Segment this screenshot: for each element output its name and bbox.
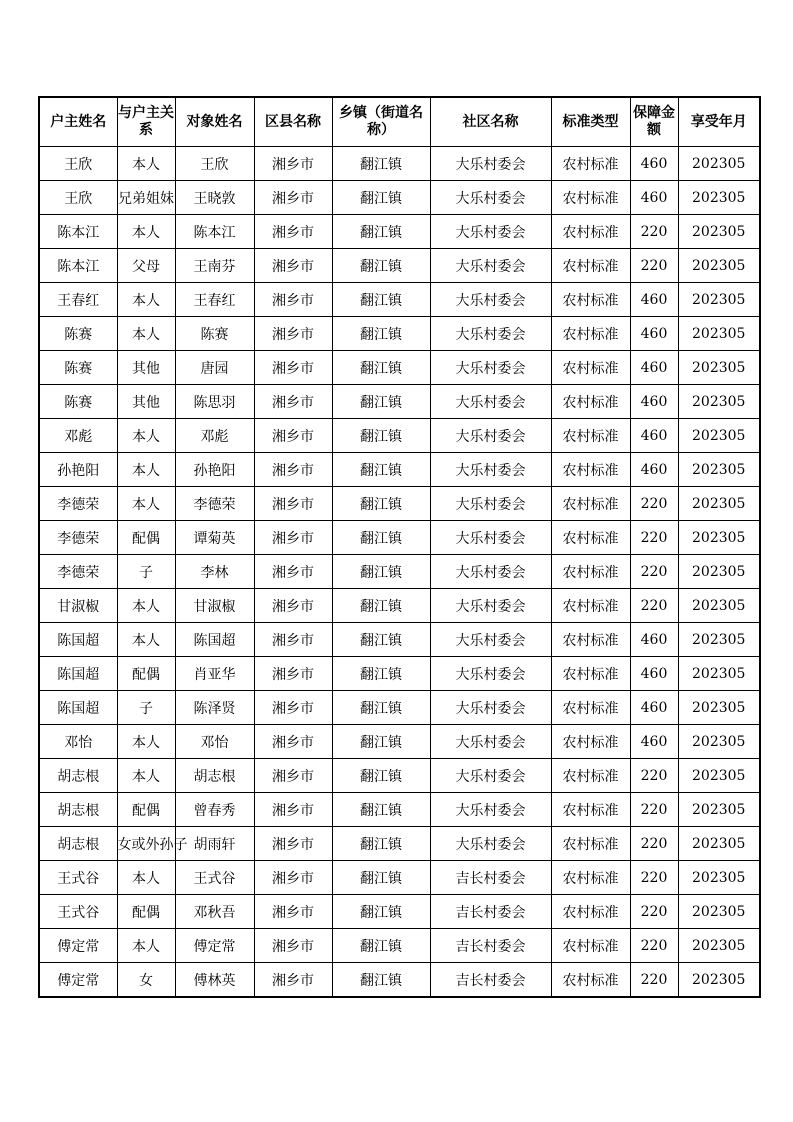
- cell-household-head: 王式谷: [39, 895, 117, 929]
- cell-household-head: 胡志根: [39, 793, 117, 827]
- cell-amount: 220: [630, 861, 678, 895]
- cell-township: 翻江镇: [332, 929, 430, 963]
- cell-community: 吉长村委会: [430, 861, 551, 895]
- cell-amount: 220: [630, 249, 678, 283]
- cell-county: 湘乡市: [254, 929, 332, 963]
- cell-amount: 220: [630, 589, 678, 623]
- cell-relation: 本人: [117, 317, 175, 351]
- cell-relation: 本人: [117, 215, 175, 249]
- cell-amount: 460: [630, 419, 678, 453]
- cell-household-head: 陈本江: [39, 215, 117, 249]
- cell-standard-type: 农村标准: [551, 793, 630, 827]
- cell-county: 湘乡市: [254, 453, 332, 487]
- cell-community: 大乐村委会: [430, 793, 551, 827]
- cell-standard-type: 农村标准: [551, 181, 630, 215]
- cell-household-head: 胡志根: [39, 759, 117, 793]
- cell-township: 翻江镇: [332, 317, 430, 351]
- cell-month: 202305: [678, 385, 760, 419]
- cell-relation: 其他: [117, 351, 175, 385]
- cell-amount: 220: [630, 793, 678, 827]
- cell-household-head: 陈国超: [39, 657, 117, 691]
- cell-county: 湘乡市: [254, 759, 332, 793]
- cell-standard-type: 农村标准: [551, 487, 630, 521]
- cell-household-head: 陈国超: [39, 691, 117, 725]
- cell-amount: 460: [630, 317, 678, 351]
- cell-recipient-name: 邓秋吾: [175, 895, 254, 929]
- cell-county: 湘乡市: [254, 249, 332, 283]
- cell-household-head: 李德荣: [39, 487, 117, 521]
- cell-township: 翻江镇: [332, 283, 430, 317]
- cell-household-head: 孙艳阳: [39, 453, 117, 487]
- cell-relation: 本人: [117, 419, 175, 453]
- cell-community: 大乐村委会: [430, 283, 551, 317]
- table-row: [39, 385, 760, 419]
- cell-county: 湘乡市: [254, 385, 332, 419]
- cell-amount: 460: [630, 623, 678, 657]
- cell-recipient-name: 邓彪: [175, 419, 254, 453]
- cell-relation: 本人: [117, 147, 175, 181]
- cell-relation: 配偶: [117, 793, 175, 827]
- cell-standard-type: 农村标准: [551, 725, 630, 759]
- cell-household-head: 王欣: [39, 181, 117, 215]
- cell-recipient-name: 王南芬: [175, 249, 254, 283]
- cell-standard-type: 农村标准: [551, 657, 630, 691]
- cell-household-head: 李德荣: [39, 521, 117, 555]
- cell-household-head: 傅定常: [39, 963, 117, 998]
- cell-amount: 220: [630, 521, 678, 555]
- cell-standard-type: 农村标准: [551, 963, 630, 998]
- table-row: [39, 929, 760, 963]
- cell-month: 202305: [678, 555, 760, 589]
- cell-relation: 本人: [117, 283, 175, 317]
- table-row: [39, 521, 760, 555]
- cell-community: 大乐村委会: [430, 453, 551, 487]
- cell-month: 202305: [678, 283, 760, 317]
- cell-community: 大乐村委会: [430, 827, 551, 861]
- table-row: [39, 827, 760, 861]
- cell-amount: 460: [630, 657, 678, 691]
- cell-relation: 配偶: [117, 521, 175, 555]
- cell-township: 翻江镇: [332, 623, 430, 657]
- cell-township: 翻江镇: [332, 895, 430, 929]
- cell-township: 翻江镇: [332, 215, 430, 249]
- cell-standard-type: 农村标准: [551, 385, 630, 419]
- cell-recipient-name: 王春红: [175, 283, 254, 317]
- table-row: [39, 691, 760, 725]
- cell-township: 翻江镇: [332, 657, 430, 691]
- cell-recipient-name: 陈赛: [175, 317, 254, 351]
- cell-standard-type: 农村标准: [551, 759, 630, 793]
- cell-month: 202305: [678, 249, 760, 283]
- cell-standard-type: 农村标准: [551, 249, 630, 283]
- table-header-row: [39, 97, 760, 147]
- cell-month: 202305: [678, 861, 760, 895]
- cell-relation: 配偶: [117, 895, 175, 929]
- header-township: 乡镇（街道名称）: [332, 97, 430, 147]
- cell-county: 湘乡市: [254, 419, 332, 453]
- table-row: [39, 725, 760, 759]
- cell-month: 202305: [678, 827, 760, 861]
- cell-month: 202305: [678, 351, 760, 385]
- cell-relation: 本人: [117, 589, 175, 623]
- cell-household-head: 陈赛: [39, 317, 117, 351]
- cell-amount: 220: [630, 963, 678, 998]
- cell-household-head: 王春红: [39, 283, 117, 317]
- table-row: [39, 963, 760, 998]
- cell-month: 202305: [678, 453, 760, 487]
- table-row: [39, 861, 760, 895]
- cell-standard-type: 农村标准: [551, 215, 630, 249]
- cell-recipient-name: 邓怡: [175, 725, 254, 759]
- cell-standard-type: 农村标准: [551, 351, 630, 385]
- cell-month: 202305: [678, 895, 760, 929]
- table-row: [39, 181, 760, 215]
- assistance-table: [38, 96, 761, 998]
- cell-recipient-name: 王欣: [175, 147, 254, 181]
- cell-standard-type: 农村标准: [551, 861, 630, 895]
- cell-relation: 子: [117, 691, 175, 725]
- cell-household-head: 陈国超: [39, 623, 117, 657]
- header-standard-type: 标准类型: [551, 97, 630, 147]
- cell-township: 翻江镇: [332, 963, 430, 998]
- cell-community: 吉长村委会: [430, 929, 551, 963]
- cell-recipient-name: 陈本江: [175, 215, 254, 249]
- cell-month: 202305: [678, 181, 760, 215]
- cell-amount: 460: [630, 453, 678, 487]
- cell-recipient-name: 孙艳阳: [175, 453, 254, 487]
- table-row: [39, 895, 760, 929]
- cell-month: 202305: [678, 691, 760, 725]
- cell-township: 翻江镇: [332, 793, 430, 827]
- cell-recipient-name: 陈泽贤: [175, 691, 254, 725]
- cell-township: 翻江镇: [332, 759, 430, 793]
- table-body: [39, 147, 760, 998]
- cell-community: 大乐村委会: [430, 589, 551, 623]
- cell-standard-type: 农村标准: [551, 691, 630, 725]
- cell-amount: 460: [630, 691, 678, 725]
- cell-recipient-name: 肖亚华: [175, 657, 254, 691]
- cell-community: 大乐村委会: [430, 521, 551, 555]
- cell-county: 湘乡市: [254, 861, 332, 895]
- cell-community: 大乐村委会: [430, 181, 551, 215]
- cell-recipient-name: 陈思羽: [175, 385, 254, 419]
- cell-recipient-name: 李德荣: [175, 487, 254, 521]
- cell-township: 翻江镇: [332, 385, 430, 419]
- cell-amount: 220: [630, 759, 678, 793]
- cell-household-head: 陈本江: [39, 249, 117, 283]
- cell-community: 吉长村委会: [430, 895, 551, 929]
- cell-amount: 220: [630, 929, 678, 963]
- table-row: [39, 759, 760, 793]
- cell-standard-type: 农村标准: [551, 521, 630, 555]
- cell-county: 湘乡市: [254, 691, 332, 725]
- cell-recipient-name: 李林: [175, 555, 254, 589]
- cell-county: 湘乡市: [254, 895, 332, 929]
- cell-community: 大乐村委会: [430, 249, 551, 283]
- table-row: [39, 351, 760, 385]
- cell-relation: 本人: [117, 487, 175, 521]
- header-household-head: 户主姓名: [39, 97, 117, 147]
- cell-relation: 本人: [117, 929, 175, 963]
- cell-county: 湘乡市: [254, 623, 332, 657]
- table-row: [39, 419, 760, 453]
- cell-household-head: 邓彪: [39, 419, 117, 453]
- cell-standard-type: 农村标准: [551, 589, 630, 623]
- header-relation: 与户主关系: [117, 97, 175, 147]
- cell-month: 202305: [678, 589, 760, 623]
- cell-township: 翻江镇: [332, 147, 430, 181]
- cell-county: 湘乡市: [254, 215, 332, 249]
- cell-amount: 460: [630, 351, 678, 385]
- cell-month: 202305: [678, 793, 760, 827]
- table-row: [39, 589, 760, 623]
- cell-month: 202305: [678, 317, 760, 351]
- cell-recipient-name: 傅林英: [175, 963, 254, 998]
- cell-month: 202305: [678, 147, 760, 181]
- cell-standard-type: 农村标准: [551, 147, 630, 181]
- cell-month: 202305: [678, 759, 760, 793]
- cell-county: 湘乡市: [254, 963, 332, 998]
- cell-community: 大乐村委会: [430, 419, 551, 453]
- cell-standard-type: 农村标准: [551, 895, 630, 929]
- cell-community: 大乐村委会: [430, 385, 551, 419]
- cell-month: 202305: [678, 419, 760, 453]
- cell-community: 大乐村委会: [430, 147, 551, 181]
- cell-community: 大乐村委会: [430, 215, 551, 249]
- cell-township: 翻江镇: [332, 249, 430, 283]
- cell-community: 大乐村委会: [430, 317, 551, 351]
- cell-amount: 460: [630, 725, 678, 759]
- cell-county: 湘乡市: [254, 521, 332, 555]
- cell-community: 大乐村委会: [430, 623, 551, 657]
- cell-household-head: 胡志根: [39, 827, 117, 861]
- cell-community: 大乐村委会: [430, 691, 551, 725]
- cell-household-head: 邓怡: [39, 725, 117, 759]
- cell-month: 202305: [678, 215, 760, 249]
- cell-relation: 兄弟姐妹: [117, 181, 175, 215]
- cell-month: 202305: [678, 929, 760, 963]
- cell-county: 湘乡市: [254, 181, 332, 215]
- table-row: [39, 283, 760, 317]
- table-row: [39, 657, 760, 691]
- cell-amount: 460: [630, 385, 678, 419]
- cell-amount: 460: [630, 283, 678, 317]
- cell-township: 翻江镇: [332, 351, 430, 385]
- cell-month: 202305: [678, 521, 760, 555]
- cell-amount: 220: [630, 555, 678, 589]
- table-row: [39, 453, 760, 487]
- cell-community: 大乐村委会: [430, 487, 551, 521]
- cell-recipient-name: 胡雨轩: [175, 827, 254, 861]
- cell-standard-type: 农村标准: [551, 419, 630, 453]
- table-row: [39, 487, 760, 521]
- cell-recipient-name: 傅定常: [175, 929, 254, 963]
- cell-community: 吉长村委会: [430, 963, 551, 998]
- header-month: 享受年月: [678, 97, 760, 147]
- cell-county: 湘乡市: [254, 147, 332, 181]
- cell-township: 翻江镇: [332, 419, 430, 453]
- cell-county: 湘乡市: [254, 351, 332, 385]
- cell-recipient-name: 谭菊英: [175, 521, 254, 555]
- cell-standard-type: 农村标准: [551, 827, 630, 861]
- cell-recipient-name: 曾春秀: [175, 793, 254, 827]
- cell-relation: 本人: [117, 861, 175, 895]
- cell-recipient-name: 陈国超: [175, 623, 254, 657]
- cell-township: 翻江镇: [332, 453, 430, 487]
- cell-relation: 本人: [117, 453, 175, 487]
- cell-household-head: 王式谷: [39, 861, 117, 895]
- cell-township: 翻江镇: [332, 589, 430, 623]
- cell-county: 湘乡市: [254, 555, 332, 589]
- table-row: [39, 623, 760, 657]
- cell-township: 翻江镇: [332, 521, 430, 555]
- cell-relation: 配偶: [117, 657, 175, 691]
- cell-month: 202305: [678, 657, 760, 691]
- cell-community: 大乐村委会: [430, 657, 551, 691]
- cell-amount: 220: [630, 215, 678, 249]
- cell-relation: 本人: [117, 759, 175, 793]
- cell-standard-type: 农村标准: [551, 317, 630, 351]
- cell-community: 大乐村委会: [430, 555, 551, 589]
- header-amount: 保障金额: [630, 97, 678, 147]
- cell-township: 翻江镇: [332, 555, 430, 589]
- cell-month: 202305: [678, 963, 760, 998]
- cell-relation: 本人: [117, 623, 175, 657]
- cell-community: 大乐村委会: [430, 725, 551, 759]
- cell-standard-type: 农村标准: [551, 555, 630, 589]
- cell-relation: 女: [117, 963, 175, 998]
- cell-month: 202305: [678, 623, 760, 657]
- cell-household-head: 李德荣: [39, 555, 117, 589]
- cell-household-head: 陈赛: [39, 351, 117, 385]
- cell-relation: 子: [117, 555, 175, 589]
- cell-relation: 女或外孙子: [117, 827, 175, 861]
- cell-county: 湘乡市: [254, 725, 332, 759]
- cell-county: 湘乡市: [254, 317, 332, 351]
- header-recipient-name: 对象姓名: [175, 97, 254, 147]
- table-row: [39, 317, 760, 351]
- cell-amount: 460: [630, 181, 678, 215]
- cell-household-head: 傅定常: [39, 929, 117, 963]
- cell-recipient-name: 甘淑椒: [175, 589, 254, 623]
- cell-township: 翻江镇: [332, 861, 430, 895]
- cell-township: 翻江镇: [332, 827, 430, 861]
- cell-county: 湘乡市: [254, 283, 332, 317]
- cell-township: 翻江镇: [332, 691, 430, 725]
- table-row: [39, 249, 760, 283]
- cell-relation: 本人: [117, 725, 175, 759]
- cell-county: 湘乡市: [254, 793, 332, 827]
- cell-community: 大乐村委会: [430, 759, 551, 793]
- cell-relation: 父母: [117, 249, 175, 283]
- cell-county: 湘乡市: [254, 589, 332, 623]
- cell-township: 翻江镇: [332, 487, 430, 521]
- cell-recipient-name: 胡志根: [175, 759, 254, 793]
- table-row: [39, 555, 760, 589]
- cell-month: 202305: [678, 725, 760, 759]
- cell-standard-type: 农村标准: [551, 283, 630, 317]
- cell-household-head: 陈赛: [39, 385, 117, 419]
- header-county: 区县名称: [254, 97, 332, 147]
- table-row: [39, 793, 760, 827]
- cell-township: 翻江镇: [332, 181, 430, 215]
- cell-county: 湘乡市: [254, 657, 332, 691]
- cell-standard-type: 农村标准: [551, 623, 630, 657]
- cell-month: 202305: [678, 487, 760, 521]
- cell-standard-type: 农村标准: [551, 453, 630, 487]
- table-row: [39, 147, 760, 181]
- cell-amount: 220: [630, 827, 678, 861]
- cell-recipient-name: 王晓敦: [175, 181, 254, 215]
- table-row: [39, 215, 760, 249]
- cell-recipient-name: 王式谷: [175, 861, 254, 895]
- cell-household-head: 甘淑椒: [39, 589, 117, 623]
- cell-community: 大乐村委会: [430, 351, 551, 385]
- cell-standard-type: 农村标准: [551, 929, 630, 963]
- cell-amount: 220: [630, 487, 678, 521]
- cell-township: 翻江镇: [332, 725, 430, 759]
- cell-county: 湘乡市: [254, 487, 332, 521]
- header-community: 社区名称: [430, 97, 551, 147]
- cell-county: 湘乡市: [254, 827, 332, 861]
- cell-household-head: 王欣: [39, 147, 117, 181]
- cell-relation: 其他: [117, 385, 175, 419]
- cell-amount: 460: [630, 147, 678, 181]
- cell-amount: 220: [630, 895, 678, 929]
- cell-recipient-name: 唐园: [175, 351, 254, 385]
